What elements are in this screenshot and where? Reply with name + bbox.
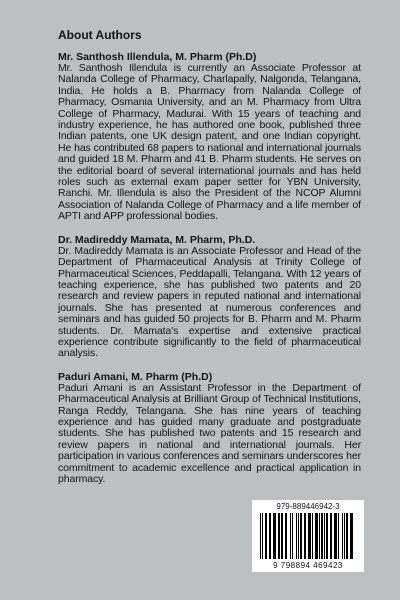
barcode-bar [285, 513, 287, 559]
barcode-bar [292, 513, 293, 559]
author-1-name: Mr. Santhosh Illendula, M. Pharm (Ph.D) [58, 51, 257, 63]
barcode-bar [278, 513, 280, 559]
barcode-bar [281, 513, 283, 559]
barcode-bar [319, 513, 320, 559]
barcode-bar [326, 513, 328, 559]
section-heading: About Authors [58, 28, 142, 42]
barcode-bar [300, 513, 302, 559]
barcode-bar [262, 513, 263, 559]
barcode-bar [350, 513, 352, 559]
barcode-bars [260, 513, 356, 559]
barcode-bar [330, 513, 332, 559]
isbn-top-text: 979-889446942-3 [276, 502, 340, 511]
author-3-bio: Paduri Amani is an Assistant Professor in the Department of Pharmaceutical Analysis at Brilliant Group of Technical Institutions, Ranga Reddy, Telangana. She has nine years of teaching experience and has guided many graduate and postgraduate students. She has published two patents and 15 research and review papers in national and international journals. Her participation in various conferences and seminars underscores her commitment to academic excellence and practical application in pharmacy. [58, 381, 361, 485]
isbn-bottom-text: 9 798894 469423 [273, 561, 343, 570]
barcode-bar [298, 513, 299, 559]
author-3-name: Paduri Amani, M. Pharm (Ph.D) [58, 370, 213, 383]
barcode-bar [346, 513, 348, 559]
barcode-bar [352, 513, 353, 559]
barcode-bar [296, 513, 297, 559]
barcode-bar [334, 513, 337, 559]
barcode-bar [321, 513, 323, 559]
barcode-bar [265, 513, 267, 559]
barcode-bar [324, 513, 325, 559]
barcode-bar [308, 513, 311, 559]
barcode-bar [273, 513, 276, 559]
about-authors-section [58, 28, 361, 496]
barcode-bar [312, 513, 313, 559]
barcode-bar [344, 513, 345, 559]
barcode-bar [315, 513, 318, 559]
author-1-bio: Mr. Santhosh Illendula is currently an Associate Professor at Nalanda College of Pharmacy, Charlapally, Nalgonda, Telangana, India. He holds a B. Pharmacy from Nalanda College of Pharmacy, Osmania University, and an M. Pharmacy from Ultra College of Pharmacy, Madurai. With 15 years of teaching and industry experience, he has authored one book, published three Indian patents, one UK design patent, and one Indian copyright. He has contributed 68 papers to national and international journals and guided 18 M. Pharm and 41 B. Pharm students. He serves on the editorial board of several international journals and has held roles such as external exam paper setter for YBN University, Ranchi. Mr. Illendula is also the President of the NCOP Alumni Association of Nalanda College of Pharmacy and a life member of APTI and APP professional bodies. [58, 62, 361, 223]
barcode-bar [290, 513, 291, 559]
author-2-name: Dr. Madireddy Mamata, M. Pharm, Ph.D. [58, 233, 256, 246]
author-2-bio: Dr. Madireddy Mamata is an Associate Professor and Head of the Department of Pharmaceutical Analysis at Trinity College of Pharmaceutical Sciences, Peddapalli, Telangana. With 12 years of teaching experience, she has published two patents and 20 research and review papers in reputed national and international journals. She has presented at numerous conferences and seminars and has guided 50 projects for B. Pharm and M. Pharm students. Dr. Mamata's expertise and extensive practical experience contribute significantly to the field of pharmaceutical analysis. [58, 244, 361, 360]
barcode-bar [342, 513, 343, 559]
barcode-bar [269, 513, 271, 559]
barcode-bar [304, 513, 306, 559]
isbn-barcode [252, 500, 364, 572]
barcode-bar [338, 513, 339, 559]
barcode-bar [260, 513, 261, 559]
